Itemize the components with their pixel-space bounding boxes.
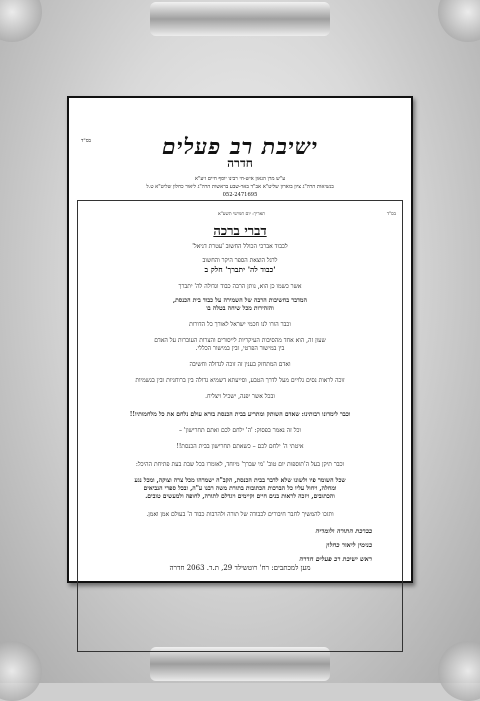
letter-footer-address: מען למכתבים: רח' רוטשילד 29, ת.ד. 2063 חדרה xyxy=(169,564,311,572)
corner-mark: בס"ד xyxy=(81,138,91,144)
letterhead-line-1: ע"ש מרן הגאון איש-חי רבינו יוסף חיים זיע"א xyxy=(194,176,286,182)
signature-line-1: בברכת התורה ולומדיה xyxy=(315,527,372,535)
body-line: וכל זה נאמר בפסוק: 'ה' ילחם לכם ואתם תחרישון' – xyxy=(179,427,301,434)
top-ornament xyxy=(150,2,330,36)
body-line: והזהירות מכל שיחה בטלה בו xyxy=(206,305,274,312)
signature-line-3: ראש ישיבת רב פעלים חדרה xyxy=(299,555,372,563)
letterhead-line-2: בנשיאות הרה"ג ציון בוארון שליט"א אב"ד באר-שבע בראשות הרה"ג ליאור כחלון שליט"א ט.ל xyxy=(146,184,334,190)
body-line: ובכל אשר יפנה, ישכיל ויצליח. xyxy=(205,393,275,400)
inner-corner-mark: בס"ד xyxy=(386,212,396,217)
letter-date: תאריך: יום חמישי תשע"א xyxy=(218,212,266,217)
body-line: 'כבוד לה' יתברך' חלק ב xyxy=(204,265,276,274)
corner-ornament xyxy=(0,0,42,42)
letterhead-title: ישיבת רב פעלים xyxy=(161,134,319,160)
corner-ornament xyxy=(0,641,42,701)
body-line: זוכה לראות נסים גלויים מעל לדרך הטבע, וסייעתא דשמיא גדולה בין ברוחניות ובין בגשמיות xyxy=(135,377,345,384)
bottom-ornament xyxy=(150,647,330,681)
signature-line-2: בנימין ליאור כחלון xyxy=(326,541,372,549)
corner-ornament xyxy=(438,641,480,701)
letterhead-subtitle: חדרה xyxy=(227,156,253,170)
corner-ornament xyxy=(438,0,480,42)
body-line: המדבר בחשיבות הרבה של השמירה על כבוד בית הכנסת, xyxy=(173,297,307,304)
letter-body xyxy=(77,200,403,652)
body-line: וכבר לימדונו רבותינו: שאדם השותק ומתריע בבית הכנסת בורא עולם נלחם את כל מלחמותיו!! xyxy=(129,411,351,418)
letterhead-phone: 052-2471695 xyxy=(222,192,258,198)
body-line: לכבוד אברכי הכולל החשוב 'עטרת דניאל' xyxy=(192,243,288,250)
letter-heading: דברי ברכה xyxy=(213,224,267,239)
body-line: ומחלה, ויחול עליו כל הברכות הכתובות בתורת משה רבנו ע"ה, ובכל ספרי הנביאים xyxy=(143,485,337,492)
letter-page xyxy=(67,96,413,583)
body-line: שכל השומר פיו ולשונו שלא לדבר בבית הכנסת, הקב"ה ישמרהו מכל צרה וצוקה, ומכל נגע xyxy=(134,477,346,484)
body-line: איטתי ה' ילחם לכם – כשאתם תחרישון בבית הכנסת!! xyxy=(176,443,304,450)
body-line: אשר כשמו כן הוא, נותן הרבה כבוד וגדולה לה' יתברך xyxy=(178,283,302,290)
body-line: ותזכו להמשיך לחבר חיבורים לכבודה של תורה ולהרבות כבוד ה' בעולם אמן ואמן. xyxy=(146,511,334,518)
body-line: וכבר תיקן בעל ה'תוספות יום טוב' 'מי שברך' מיוחד, לאומרו בכל שבת בעת פתיחת ההיכל: xyxy=(135,461,345,468)
body-line: בין במישור הפרטי, ובין במישור הכללי. xyxy=(195,345,285,352)
body-line: וכבר הורו לנו חכמי ישראל לאורך כל הדורות xyxy=(189,321,291,328)
body-line: ואדם המתחזק בענין זה זוכה לגדולה וחשיבה xyxy=(189,361,291,368)
body-line: שעון זה, הוא אחד מהסיבות העיקריות לייסורים והצרות העוברות על האדם xyxy=(154,337,326,344)
body-line: והכתובים, ויזכה לראות בנים חיים וקיימים ויגדלם לתורה, לחופה ולמעשים טובים. xyxy=(145,493,335,500)
body-line: לרגל הוצאת הספר היקר והחשוב xyxy=(202,257,278,264)
